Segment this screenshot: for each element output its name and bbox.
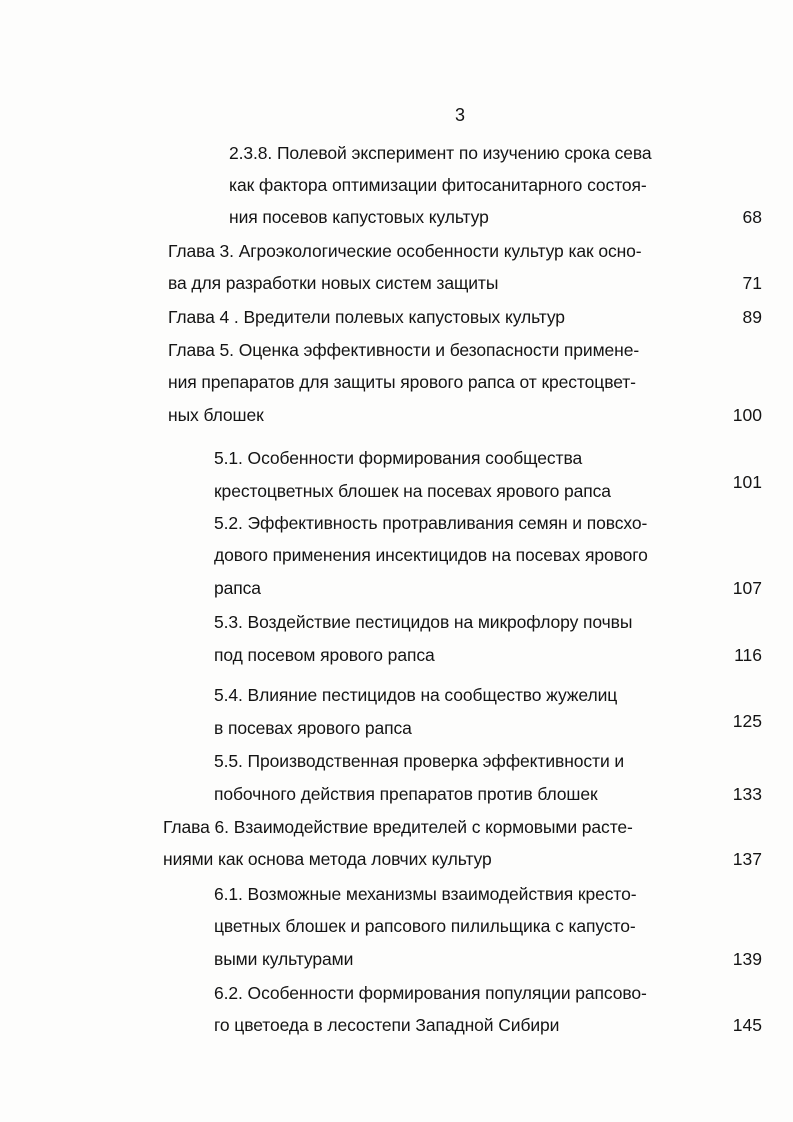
toc-page-number: 116 xyxy=(734,645,762,665)
toc-line: ния препаратов для защиты ярового рапса от крестоцвет- xyxy=(168,372,636,392)
toc-line: рапса xyxy=(214,578,261,598)
toc-page-number: 71 xyxy=(742,273,762,293)
toc-page-number: 101 xyxy=(732,472,762,492)
toc-page-number: 107 xyxy=(732,578,762,598)
toc-line: 5.4. Влияние пестицидов на сообщество жужелиц xyxy=(214,685,618,705)
toc-page-number: 68 xyxy=(742,207,762,227)
toc-page-number: 133 xyxy=(732,784,762,804)
toc-page-number: 89 xyxy=(742,307,762,327)
toc-page-number: 137 xyxy=(732,849,762,869)
toc-line: 2.3.8. Полевой эксперимент по изучению срока сева xyxy=(229,143,652,163)
toc-line: как фактора оптимизации фитосанитарного состоя- xyxy=(229,175,647,195)
toc-line: ния посевов капустовых культур xyxy=(229,207,489,227)
toc-line: выми культурами xyxy=(214,949,354,969)
toc-line: крестоцветных блошек на посевах ярового рапса xyxy=(214,481,611,501)
toc-line: 6.2. Особенности формирования популяции рапсово- xyxy=(214,983,647,1003)
toc-line: 5.5. Производственная проверка эффективности и xyxy=(214,751,625,771)
toc-line: ва для разработки новых систем защиты xyxy=(168,273,499,293)
toc-line: в посевах ярового рапса xyxy=(214,718,412,738)
toc-line: под посевом ярового рапса xyxy=(214,645,435,665)
toc-page-number: 125 xyxy=(732,711,762,731)
toc-page-number: 145 xyxy=(732,1015,762,1035)
toc-line: ных блошек xyxy=(168,405,264,425)
toc-line: 5.3. Воздействие пестицидов на микрофлору почвы xyxy=(214,612,633,632)
toc-line: 6.1. Возможные механизмы взаимодействия кресто- xyxy=(214,884,637,904)
toc-line: побочного действия препаратов против блошек xyxy=(214,784,598,804)
toc-line: Глава 4 . Вредители полевых капустовых культур xyxy=(168,307,565,327)
page-number: 3 xyxy=(455,105,466,125)
toc-line: ниями как основа метода ловчих культур xyxy=(163,849,492,869)
toc-line: 5.2. Эффективность протравливания семян и повсхо- xyxy=(214,513,648,533)
toc-line: 5.1. Особенности формирования сообщества xyxy=(214,448,583,468)
toc-line: цветных блошек и рапсового пилильщика с капусто- xyxy=(214,916,636,936)
toc-line: Глава 3. Агроэкологические особенности культур как осно- xyxy=(168,241,642,261)
toc-line: дового применения инсектицидов на посевах ярового xyxy=(214,545,648,565)
toc-line: го цветоеда в лесостепи Западной Сибири xyxy=(214,1015,560,1035)
toc-page-number: 139 xyxy=(732,949,762,969)
toc-page-number: 100 xyxy=(732,405,762,425)
toc-line: Глава 6. Взаимодействие вредителей с кормовыми расте- xyxy=(163,817,633,837)
toc-line: Глава 5. Оценка эффективности и безопасности примене- xyxy=(168,340,640,360)
